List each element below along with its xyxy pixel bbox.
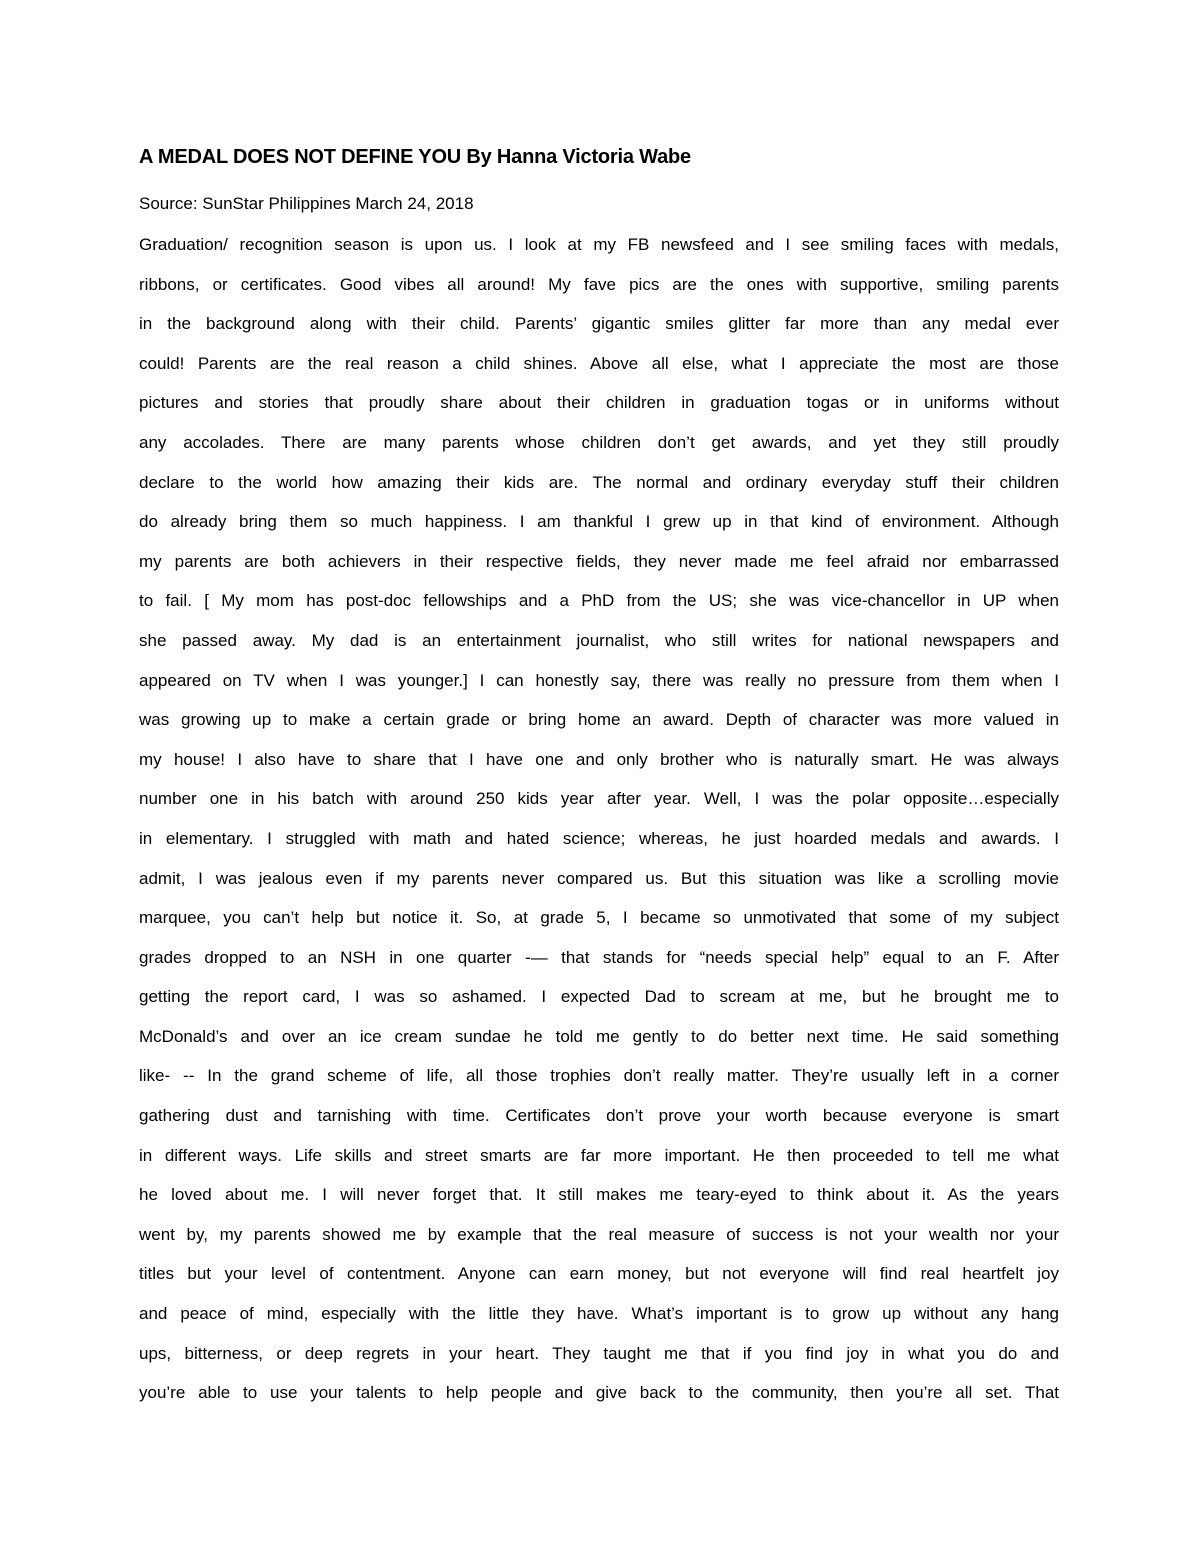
article-body <box>139 233 1059 1421</box>
body-line: titles but your level of contentment. Anyone can earn money, but not everyone will find real heartfelt joy <box>139 1264 1059 1284</box>
body-line: number one in his batch with around 250 kids year after year. Well, I was the polar opposite…especially <box>139 789 1059 809</box>
body-line: gathering dust and tarnishing with time. Certificates don’t prove your worth because everyone is smart <box>139 1106 1059 1126</box>
body-line: ups, bitterness, or deep regrets in your heart. They taught me that if you find joy in what you do and <box>139 1343 1059 1363</box>
body-line: like- -- In the grand scheme of life, all those trophies don’t really matter. They’re usually left in a corner <box>139 1066 1059 1086</box>
article-title: A MEDAL DOES NOT DEFINE YOU By Hanna Victoria Wabe <box>139 146 691 168</box>
body-line: marquee, you can’t help but notice it. So, at grade 5, I became so unmotivated that some of my subject <box>139 908 1059 928</box>
body-line: Graduation/ recognition season is upon us. I look at my FB newsfeed and I see smiling faces with medals, <box>139 235 1059 254</box>
body-line: he loved about me. I will never forget that. It still makes me teary-eyed to think about it. As the years <box>139 1185 1059 1205</box>
body-line: my house! I also have to share that I have one and only brother who is naturally smart. He was always <box>139 749 1059 769</box>
body-line: she passed away. My dad is an entertainment journalist, who still writes for national newspapers and <box>139 630 1059 650</box>
body-line: could! Parents are the real reason a child shines. Above all else, what I appreciate the most are those <box>139 353 1059 373</box>
body-line: went by, my parents showed me by example that the real measure of success is not your wealth nor your <box>139 1224 1059 1244</box>
article-source: Source: SunStar Philippines March 24, 2018 <box>139 194 474 213</box>
body-line: declare to the world how amazing their kids are. The normal and ordinary everyday stuff their children <box>139 472 1059 492</box>
body-line: you’re able to use your talents to help people and give back to the community, then you’re all set. That <box>139 1383 1059 1403</box>
body-line: and peace of mind, especially with the little they have. What’s important is to grow up without any hang <box>139 1304 1059 1324</box>
body-line: appeared on TV when I was younger.] I can honestly say, there was really no pressure from them when I <box>139 670 1059 690</box>
body-line: do already bring them so much happiness. I am thankful I grew up in that kind of environment. Although <box>139 512 1059 532</box>
body-line: in different ways. Life skills and street smarts are far more important. He then proceeded to tell me what <box>139 1145 1059 1165</box>
body-line: any accolades. There are many parents whose children don’t get awards, and yet they still proudly <box>139 432 1059 452</box>
body-line: getting the report card, I was so ashamed. I expected Dad to scream at me, but he brought me to <box>139 987 1059 1007</box>
body-line: grades dropped to an NSH in one quarter -— that stands for “needs special help” equal to an F. After <box>139 947 1059 967</box>
body-line: to fail. [ My mom has post-doc fellowships and a PhD from the US; she was vice-chancellor in UP when <box>139 591 1059 611</box>
body-line: my parents are both achievers in their respective fields, they never made me feel afraid nor embarrassed <box>139 551 1059 571</box>
body-line: pictures and stories that proudly share about their children in graduation togas or in uniforms without <box>139 393 1059 413</box>
body-line: McDonald’s and over an ice cream sundae he told me gently to do better next time. He said something <box>139 1026 1059 1046</box>
body-line: admit, I was jealous even if my parents never compared us. But this situation was like a scrolling movie <box>139 868 1059 888</box>
body-line: ribbons, or certificates. Good vibes all around! My fave pics are the ones with supportive, smiling parents <box>139 274 1059 294</box>
body-line: in elementary. I struggled with math and hated science; whereas, he just hoarded medals and awards. I <box>139 828 1059 848</box>
body-line: in the background along with their child. Parents’ gigantic smiles glitter far more than any medal ever <box>139 314 1059 334</box>
body-line: was growing up to make a certain grade or bring home an award. Depth of character was more valued in <box>139 710 1059 730</box>
